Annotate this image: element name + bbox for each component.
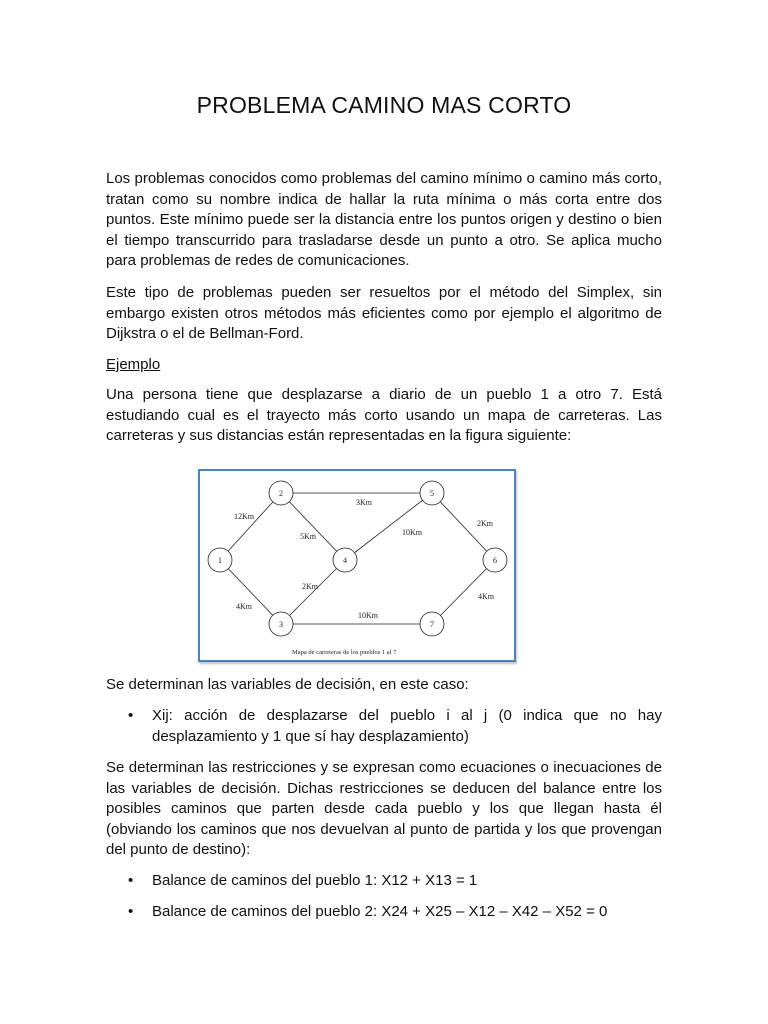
edge-label-5-6: 2Km	[477, 519, 493, 528]
figure-caption: Mapa de carreteras de los pueblos 1 al 7	[292, 649, 397, 656]
paragraph-variables: Se determinan las variables de decisión, en este caso:	[106, 676, 469, 693]
list-item	[106, 871, 662, 892]
paragraph-restrictions: Se determinan las restricciones y se expresan como ecuaciones o inecuaciones de las variables de decisión. Dichas restricciones se deducen del balance entre los posibles caminos que parten desde cada pueblo y los que llegan hasta él (obviando los caminos que nos devuelvan al punto de partida y los que provengan del punto de destino):	[106, 759, 662, 859]
list-item	[106, 902, 662, 923]
edge-1-2	[220, 493, 281, 560]
balance-list-1	[106, 871, 662, 892]
bullet-text: Balance de caminos del pueblo 2: X24 + X25 – X12 – X42 – X52 = 0	[152, 903, 608, 920]
node-label-5: 5	[430, 489, 434, 498]
bullet-icon: •	[128, 707, 134, 724]
node-label-7: 7	[430, 620, 434, 629]
edge-label-2-4: 5Km	[300, 532, 316, 541]
bullet-text: Balance de caminos del pueblo 1: X12 + X13 = 1	[152, 872, 478, 889]
edge-label-1-2: 12Km	[234, 512, 254, 521]
road-map-figure	[198, 469, 516, 662]
edge-label-7-6: 4Km	[478, 592, 494, 601]
list-item	[106, 706, 662, 747]
bullet-icon: •	[128, 903, 134, 920]
node-label-6: 6	[493, 556, 497, 565]
paragraph-methods: Este tipo de problemas pueden ser resueltos por el método del Simplex, sin embargo existen otros métodos más eficientes como por ejemplo el algoritmo de Dijkstra o el de Bellman-Ford.	[106, 284, 662, 343]
ejemplo-heading: Ejemplo	[106, 356, 161, 373]
bullet-icon: •	[128, 872, 134, 889]
edge-3-4	[281, 560, 345, 624]
node-label-3: 3	[279, 620, 283, 629]
paragraph-intro: Los problemas conocidos como problemas del camino mínimo o camino más corto, tratan como su nombre indica de hallar la ruta mínima o más corta entre dos puntos. Este mínimo puede ser la distancia entre los puntos origen y destino o bien el tiempo transcurrido para trasladarse desde un punto a otro. Se aplica mucho para problemas de redes de comunicaciones.	[106, 170, 662, 270]
node-label-4: 4	[343, 556, 347, 565]
road-map-graph	[200, 471, 514, 660]
node-label-1: 1	[218, 556, 222, 565]
edge-1-3	[220, 560, 281, 624]
edge-label-2-5: 3Km	[356, 498, 372, 507]
variables-list	[106, 706, 662, 747]
edge-label-1-3: 4Km	[236, 602, 252, 611]
balance-list-2	[106, 902, 662, 923]
page-title: PROBLEMA CAMINO MAS CORTO	[196, 92, 572, 118]
edge-label-4-5: 10Km	[402, 528, 422, 537]
edge-2-4	[281, 493, 345, 560]
paragraph-example: Una persona tiene que desplazarse a diario de un pueblo 1 a otro 7. Está estudiando cual es el trayecto más corto usando un mapa de carreteras. Las carreteras y sus distancias están representadas en la figura siguiente:	[106, 386, 662, 445]
edge-label-3-4: 2Km	[302, 582, 318, 591]
edge-label-3-7: 10Km	[358, 611, 378, 620]
node-label-2: 2	[279, 489, 283, 498]
bullet-text: Xij: acción de desplazarse del pueblo i al j (0 indica que no hay desplazamiento y 1 que sí hay desplazamiento)	[152, 707, 662, 745]
